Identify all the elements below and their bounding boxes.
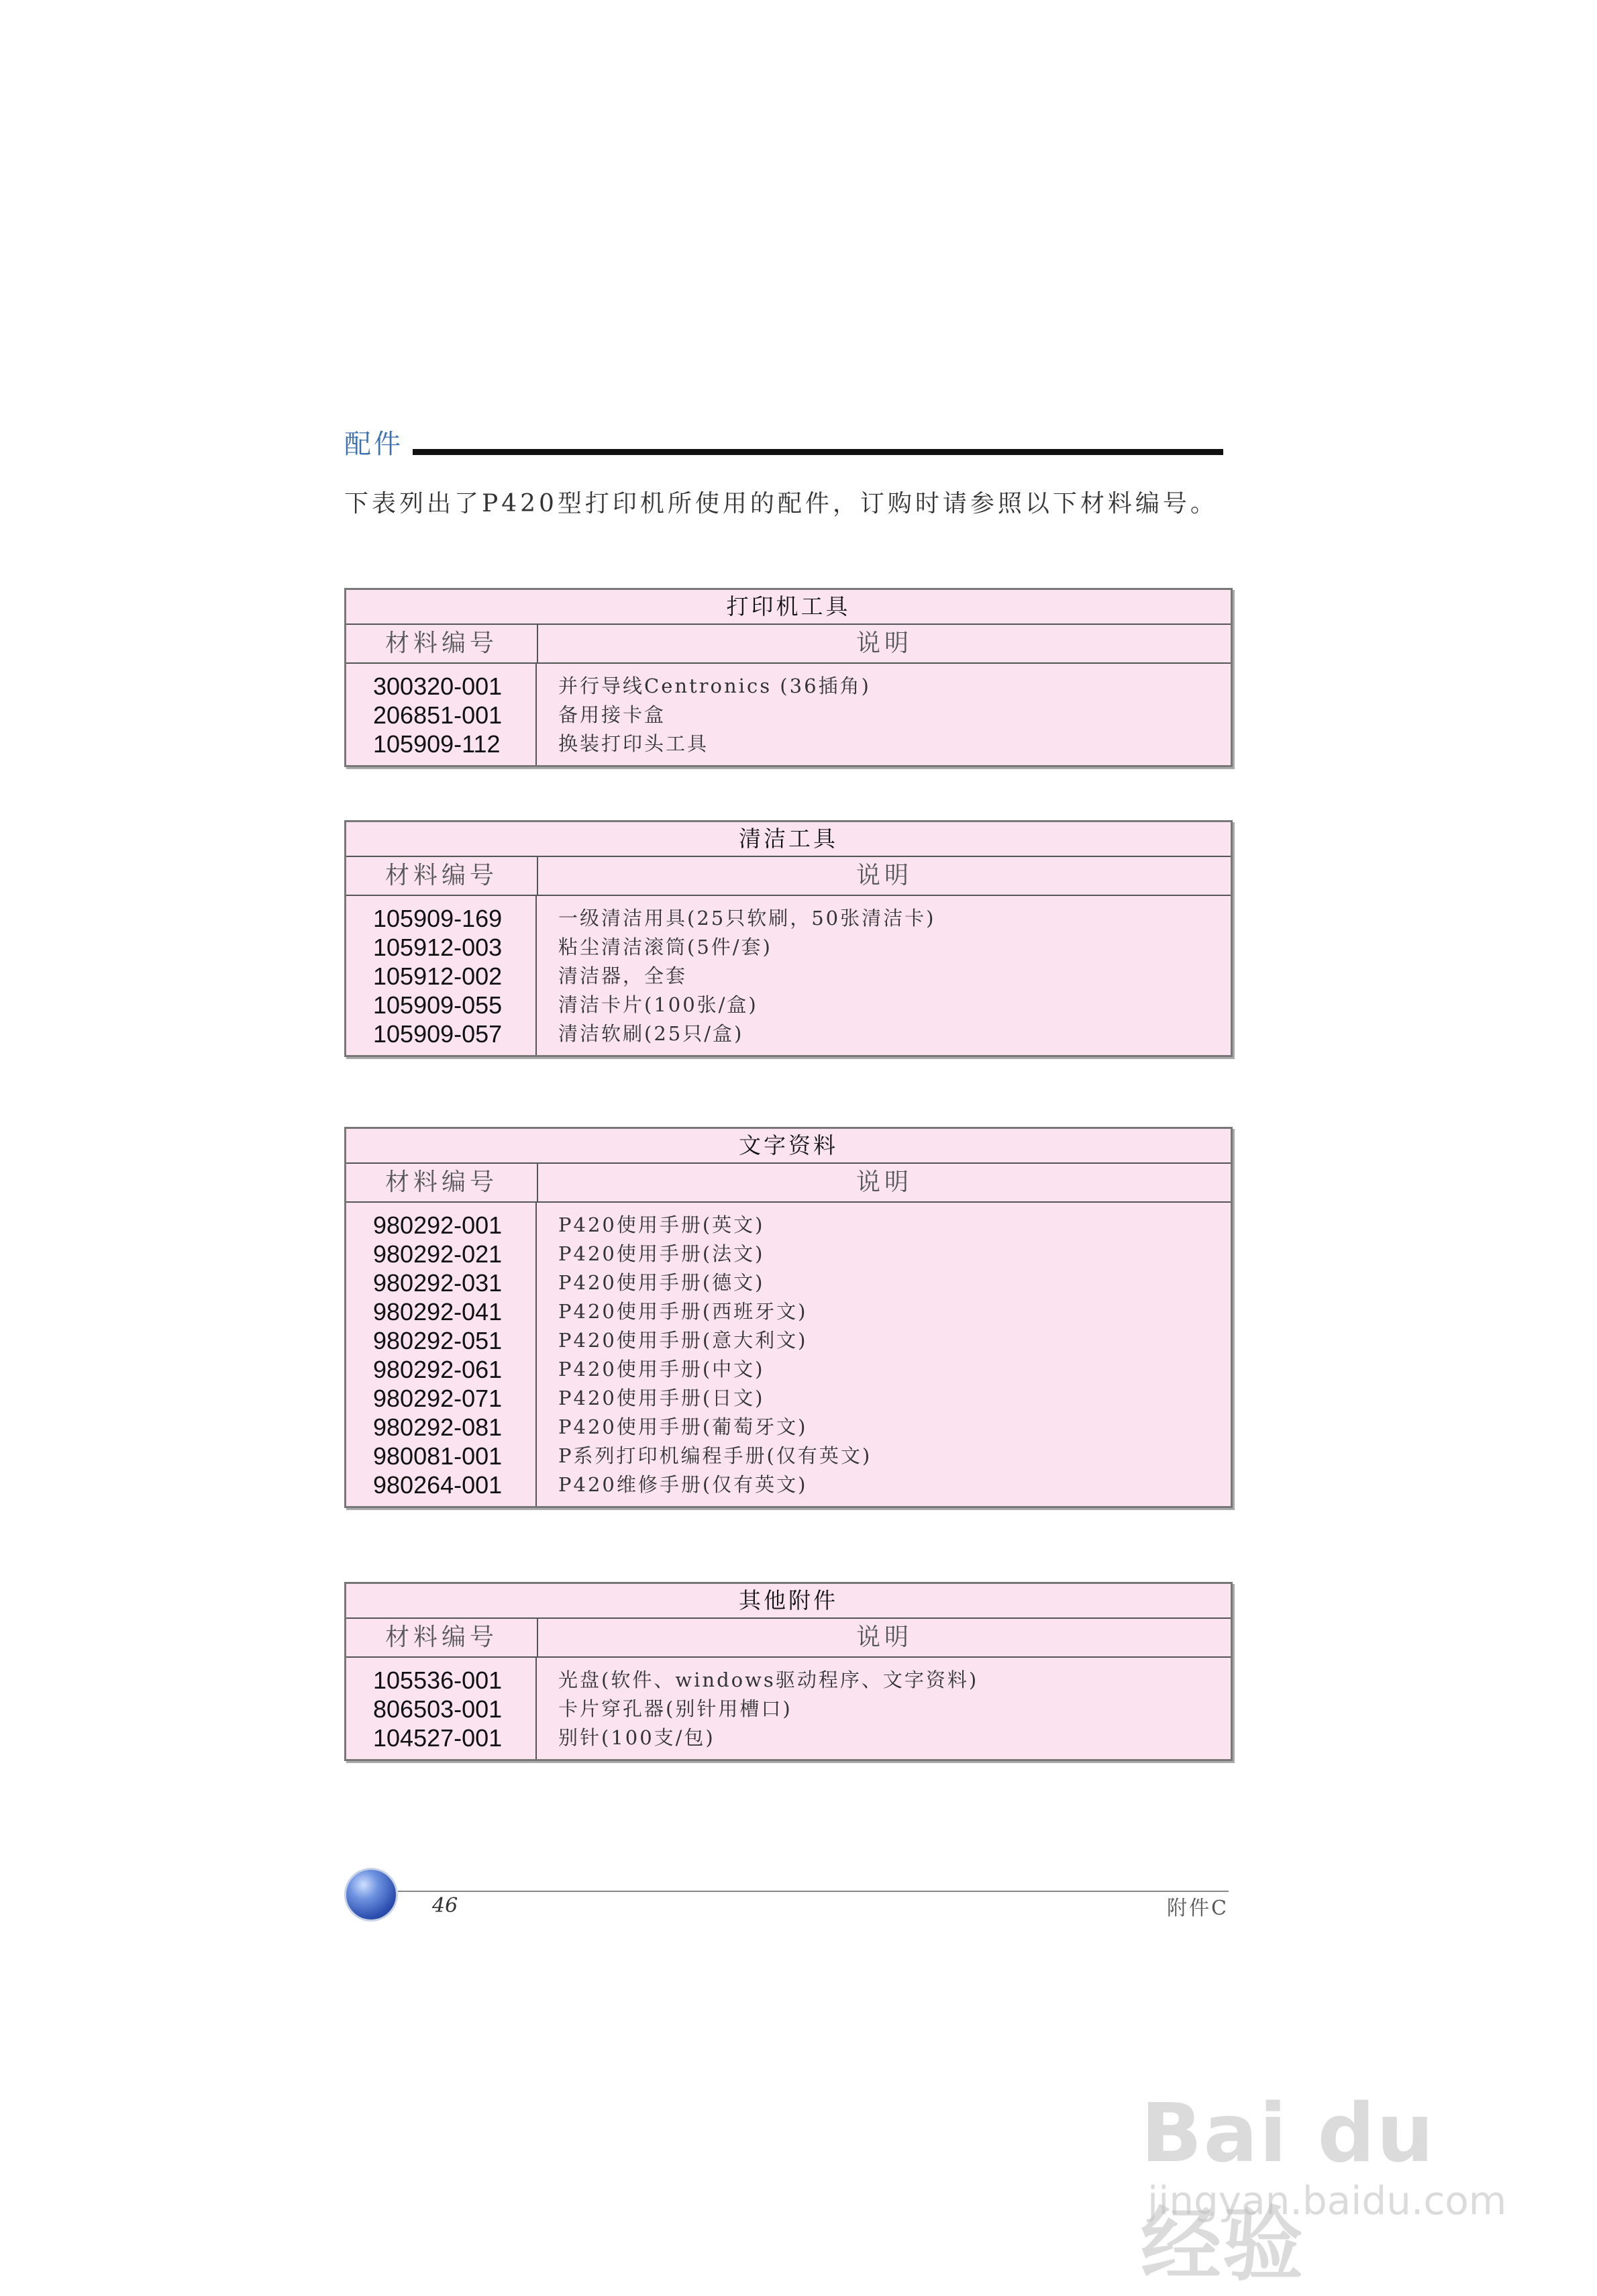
description-cell: P420使用手册(中文) [558,1358,765,1381]
part-number-column [346,664,537,765]
part-number-cell: 980292-071 [373,1385,503,1412]
part-number-cell: 980292-061 [373,1356,503,1383]
table-body [346,896,1231,1055]
description-cell: P420使用手册(英文) [558,1213,765,1236]
description-cell: 并行导线Centronics (36插角) [558,675,871,697]
description-column [537,1203,1231,1506]
part-number-cell: 980292-051 [373,1327,503,1354]
part-number-cell: 105909-169 [373,905,503,932]
description-cell: P420使用手册(意大利文) [558,1329,808,1352]
description-cell: P420维修手册(仅有英文) [558,1473,808,1496]
table-caption: 其他附件 [346,1584,1231,1619]
table-body [346,1203,1231,1506]
description-cell: 清洁卡片(100张/盒) [558,993,758,1016]
part-number-cell: 980264-001 [373,1471,503,1499]
col-header-description: 说明 [856,1168,913,1196]
description-cell: P420使用手册(西班牙文) [558,1300,808,1323]
col-header-part-number: 材料编号 [346,1619,538,1656]
col-header-description: 说明 [856,1624,913,1651]
description-column [537,1658,1231,1759]
col-header-description: 说明 [856,862,913,889]
part-number-column [346,1658,537,1759]
description-cell: 清洁器，全套 [558,964,688,987]
part-number-cell: 105909-057 [373,1020,503,1048]
col-header-part-number: 材料编号 [346,857,538,895]
part-number-cell: 980081-001 [373,1442,503,1470]
description-column [537,664,1231,765]
watermark-brand: Bai du 经验 [1141,2087,1435,2292]
description-cell: 换装打印头工具 [558,732,709,755]
part-number-column [346,896,537,1055]
table-body [346,664,1231,765]
part-number-cell: 806503-001 [373,1695,503,1723]
part-number-cell: 206851-001 [373,701,503,729]
watermark [1141,2067,1516,2292]
accessory-table [344,1582,1233,1761]
part-number-cell: 300320-001 [373,672,503,700]
part-number-cell: 980292-001 [373,1211,503,1239]
part-number-cell: 980292-021 [373,1240,503,1268]
table-caption: 文字资料 [346,1129,1231,1164]
intro-paragraph: 下表列出了P420型打印机所使用的配件，订购时请参照以下材料编号。 [344,490,1218,517]
description-cell: P420使用手册(日文) [558,1387,765,1409]
part-number-cell: 980292-081 [373,1413,503,1441]
part-number-cell: 105912-002 [373,962,503,990]
table-body [346,1658,1231,1759]
description-cell: P420使用手册(法文) [558,1242,765,1265]
description-cell: 光盘(软件、windows驱动程序、文字资料) [558,1668,979,1691]
col-header-description: 说明 [856,630,913,657]
footer-rule [398,1891,1229,1892]
appendix-label: 附件C [1167,1897,1229,1920]
description-cell: P420使用手册(德文) [558,1271,765,1294]
page-number: 46 [432,1894,458,1917]
description-cell: 卡片穿孔器(别针用槽口) [558,1697,792,1720]
part-number-cell: 104527-001 [373,1724,503,1752]
description-cell: 清洁软刷(25只/盒) [558,1022,744,1045]
accessory-table [344,820,1233,1057]
part-number-cell: 105912-003 [373,934,503,961]
part-number-cell: 980292-031 [373,1269,503,1297]
heading-rule [413,449,1223,455]
accessory-table [344,588,1233,767]
section-heading [344,430,1223,459]
table-header [346,857,1231,896]
description-cell: P系列打印机编程手册(仅有英文) [558,1444,872,1467]
description-column [537,896,1231,1055]
table-header [346,625,1231,664]
part-number-cell: 105536-001 [373,1666,503,1694]
description-cell: 一级清洁用具(25只软刷，50张清洁卡) [558,907,936,930]
description-cell: 粘尘清洁滚筒(5件/套) [558,936,772,958]
table-caption: 打印机工具 [346,590,1231,625]
table-header [346,1619,1231,1658]
table-header [346,1164,1231,1203]
accessory-table [344,1127,1233,1508]
table-caption: 清洁工具 [346,822,1231,857]
part-number-cell: 980292-041 [373,1298,503,1326]
description-cell: 别针(100支/包) [558,1726,715,1749]
watermark-url: jingyan.baidu.com [1147,2178,1507,2224]
part-number-cell: 105909-112 [373,730,501,758]
section-title: 配件 [344,429,403,460]
description-cell: 备用接卡盒 [558,703,666,726]
part-number-cell: 105909-055 [373,991,503,1019]
col-header-part-number: 材料编号 [346,625,538,662]
page-ball-icon [344,1868,398,1921]
part-number-column [346,1203,537,1506]
col-header-part-number: 材料编号 [346,1164,538,1201]
description-cell: P420使用手册(葡萄牙文) [558,1415,808,1438]
